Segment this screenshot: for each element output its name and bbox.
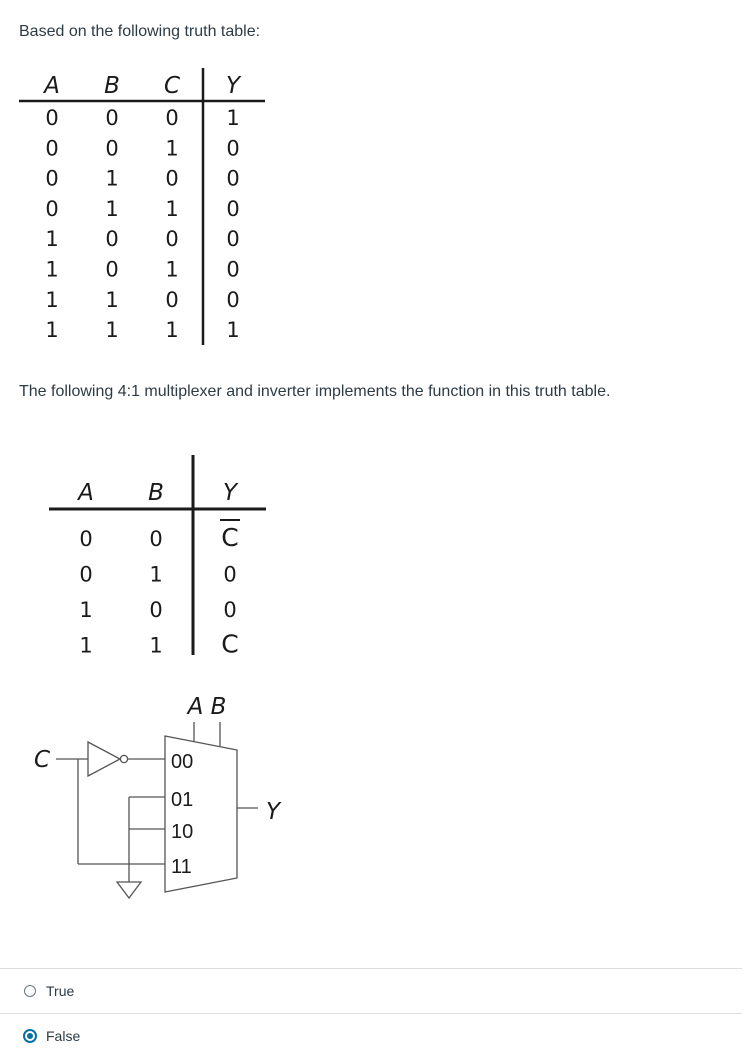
answer-true[interactable] — [0, 968, 742, 1013]
tt-cell: 1 — [226, 318, 240, 343]
rt-cell: C — [221, 523, 239, 552]
inverter-bubble — [120, 755, 127, 762]
tt-header-c: C — [163, 73, 181, 99]
mux-port-01: 01 — [171, 789, 194, 811]
radio-false[interactable] — [24, 1030, 36, 1042]
tt-cell: 1 — [105, 318, 119, 343]
rt-cell: C — [221, 629, 239, 659]
tt-cell: 1 — [45, 287, 59, 312]
tt-cell: 1 — [226, 106, 240, 130]
rt-header-a: A — [78, 480, 94, 506]
ground-icon — [117, 882, 141, 898]
tt-header-b: B — [104, 73, 120, 99]
tt-cell: 1 — [165, 196, 179, 221]
mux-description: The following 4:1 multiplexer and inverter implements the function in this truth table. — [19, 383, 611, 400]
mux-port-11: 11 — [171, 856, 192, 878]
tt-header-a: A — [44, 73, 60, 99]
rt-cell: 1 — [79, 598, 93, 622]
rt-header-b: B — [148, 480, 164, 506]
tt-cell: 1 — [45, 318, 59, 343]
answer-false-label: False — [46, 1028, 81, 1044]
tt-cell: 1 — [165, 136, 179, 161]
mux-port-00: 00 — [171, 751, 194, 773]
rt-cell: 1 — [79, 633, 93, 658]
radio-true[interactable] — [24, 985, 36, 997]
tt-cell: 0 — [45, 166, 59, 191]
mux-output-label: Y — [265, 799, 281, 825]
rt-rows — [79, 520, 240, 659]
rt-cell: 1 — [149, 562, 163, 587]
tt-cell: 1 — [105, 287, 119, 312]
mux-select-label: A B — [187, 694, 227, 720]
tt-cell: 0 — [226, 287, 240, 312]
tt-rows — [45, 106, 239, 342]
rt-cell: 0 — [223, 598, 237, 622]
rt-cell: 0 — [79, 527, 93, 551]
mux-port-10: 10 — [171, 821, 194, 843]
tt-cell: 0 — [105, 136, 119, 161]
tt-cell: 1 — [165, 257, 179, 282]
answer-false[interactable] — [0, 1013, 742, 1058]
answer-list — [0, 968, 742, 1058]
tt-cell: 0 — [226, 257, 240, 282]
input-c-label: C — [33, 747, 51, 773]
tt-cell: 1 — [105, 196, 119, 221]
tt-cell: 1 — [165, 318, 179, 343]
tt-cell: 0 — [165, 166, 179, 191]
tt-cell: 0 — [45, 106, 59, 130]
tt-cell: 1 — [45, 227, 59, 252]
tt-cell: 0 — [226, 136, 240, 161]
answer-true-label: True — [46, 983, 75, 999]
inverter-icon — [88, 742, 120, 776]
tt-cell: 0 — [226, 196, 240, 221]
mux-circuit — [34, 694, 282, 898]
tt-cell: 1 — [45, 257, 59, 282]
tt-cell: 0 — [226, 166, 240, 191]
tt-cell: 0 — [226, 227, 240, 252]
tt-cell: 0 — [165, 287, 179, 312]
rt-header-y: Y — [222, 480, 238, 506]
tt-cell: 0 — [45, 136, 59, 161]
rt-cell: 0 — [79, 562, 93, 587]
rt-cell: 0 — [149, 598, 163, 622]
tt-cell: 0 — [165, 227, 179, 252]
tt-cell: 0 — [165, 106, 179, 130]
tt-cell: 0 — [105, 227, 119, 252]
reduced-table — [49, 455, 266, 659]
tt-cell: 0 — [105, 257, 119, 282]
tt-cell: 1 — [105, 166, 119, 191]
truth-table — [19, 68, 265, 345]
rt-cell: 0 — [223, 562, 237, 587]
rt-cell: 0 — [149, 527, 163, 551]
question-intro: Based on the following truth table: — [19, 23, 261, 40]
tt-cell: 0 — [45, 196, 59, 221]
tt-header-y: Y — [225, 73, 241, 99]
rt-cell: 1 — [149, 633, 163, 658]
tt-cell: 0 — [105, 106, 119, 130]
